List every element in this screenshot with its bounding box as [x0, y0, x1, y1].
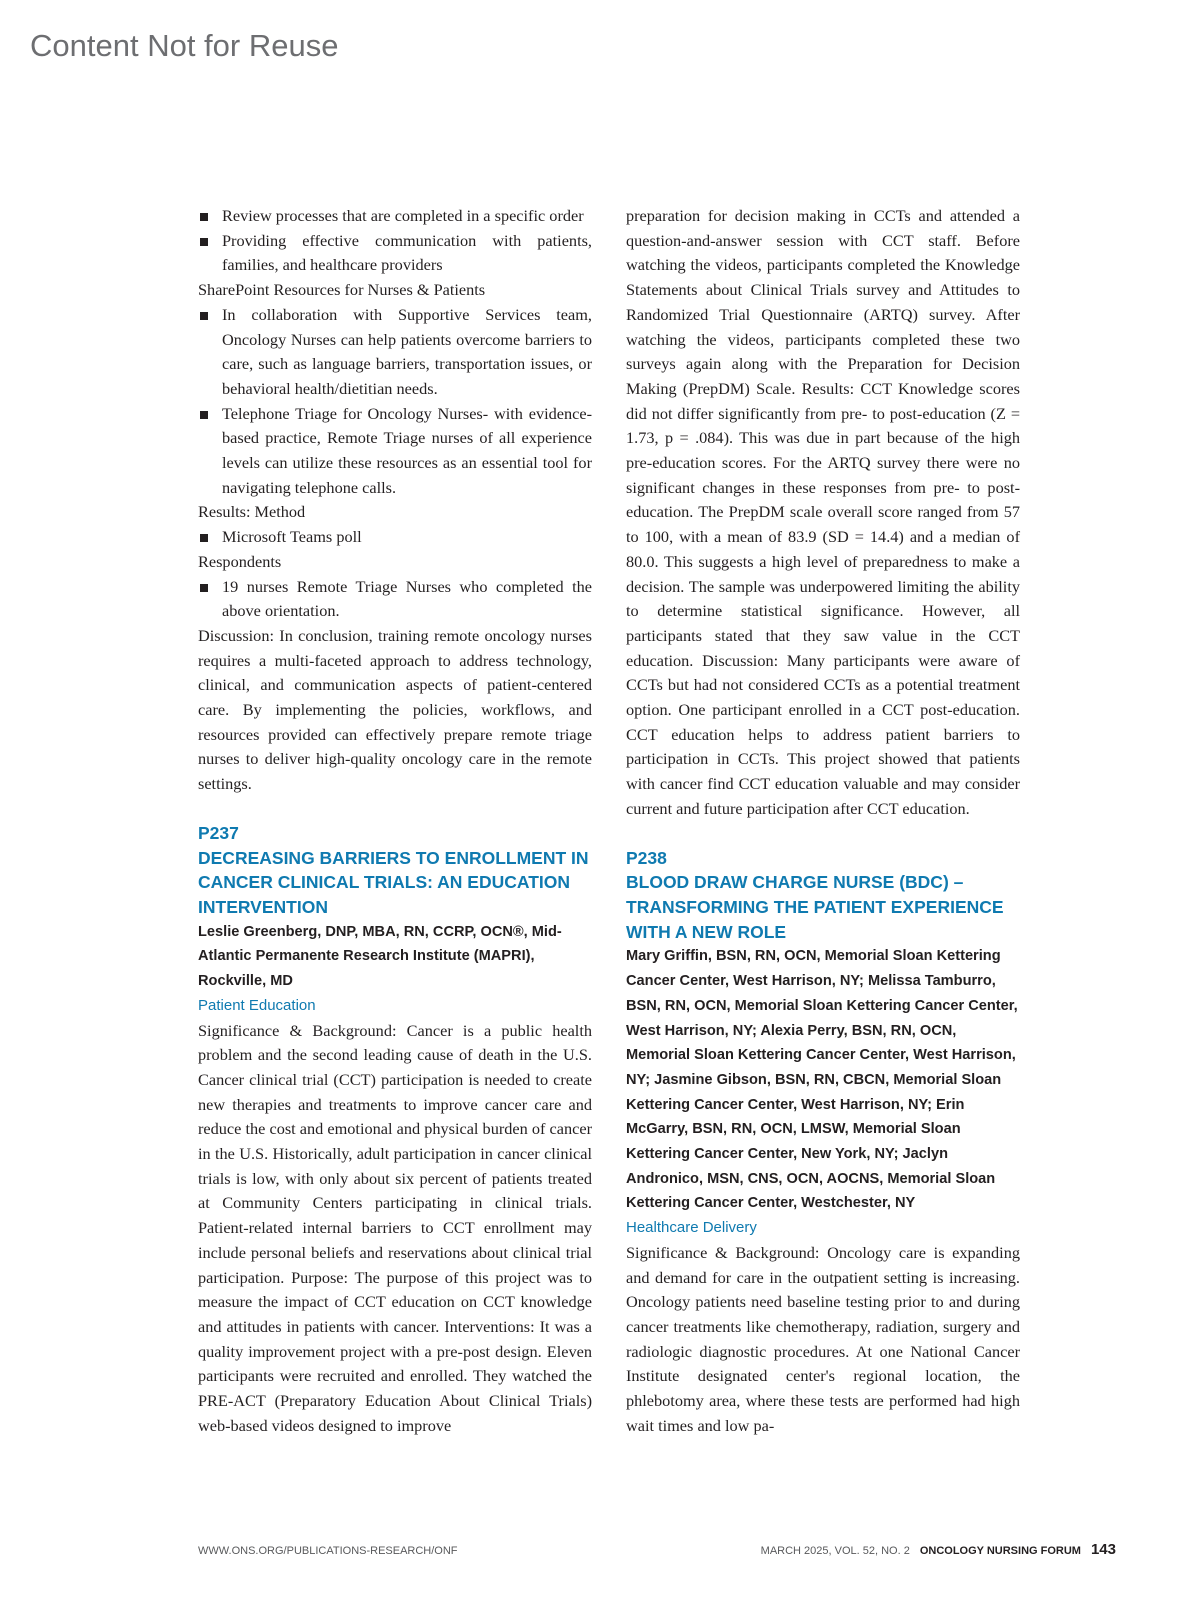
list-item: Review processes that are completed in a specific order	[198, 204, 592, 229]
list-item: Microsoft Teams poll	[198, 525, 592, 550]
abstract-body: Significance & Background: Cancer is a public health problem and the second leading cause of death in the U.S. Cancer clinical trial (CCT) participation is needed to create new therapies and treatments to improve cancer care and reduce the cost and emotional and physical burden of cancer in the U.S. Historically, adult participation in cancer clinical trials is low, with only about six percent of patients treated at Community Centers participating in clinical trials. Patient-related internal barriers to CCT enrollment may include personal beliefs and reservations about clinical trial participation. Purpose: The purpose of this project was to measure the impact of CCT education on CCT knowledge and attitudes in patients with cancer. Interventions: It was a quality improvement project with a pre-post design. Eleven participants were recruited and enrolled. They watched the PRE-ACT (Preparatory Education About Clinical Trials) web-based videos designed to improve	[198, 1020, 592, 1435]
bullet-list	[198, 575, 592, 624]
bullet-list	[198, 303, 592, 501]
abstract-authors: Mary Griffin, BSN, RN, OCN, Memorial Sloan Kettering Cancer Center, West Harrison, NY; Melissa Tamburro, BSN, RN, OCN, Memorial Sloan Kettering Cancer Center, West Harrison, NY; Alexia Perry, BSN, RN, OCN, Memorial Sloan Kettering Cancer Center, West Harrison, NY; Jasmine Gibson, BSN, RN, CBCN, Memorial Sloan Kettering Cancer Center, West Harrison, NY; Erin McGarry, BSN, RN, OCN, LMSW, Memorial Sloan Kettering Cancer Center, New York, NY; Jaclyn Andronico, MSN, CNS, OCN, AOCNS, Memorial Sloan Kettering Cancer Center, Westchester, NY	[626, 948, 1018, 1212]
left-column	[198, 204, 592, 1438]
section-heading: SharePoint Resources for Nurses & Patients	[198, 280, 486, 300]
abstract-title: DECREASING BARRIERS TO ENROLLMENT IN CANCER CLINICAL TRIALS: AN EDUCATION INTERVENTION	[198, 847, 589, 917]
footer-issue: MARCH 2025, VOL. 52, NO. 2	[760, 1545, 910, 1557]
bullet-list	[198, 525, 592, 550]
footer-journal: ONCOLOGY NURSING FORUM	[919, 1545, 1081, 1557]
right-column	[626, 204, 1020, 1438]
section-heading: Respondents	[198, 551, 282, 571]
abstract-category: Healthcare Delivery	[626, 1219, 757, 1237]
abstract-body: Significance & Background: Oncology care is expanding and demand for care in the outpatient setting is increasing. Oncology patients need baseline testing prior to and during cancer treatments like chemotherapy, radiation, surgery and radiologic diagnostic procedures. At one National Cancer Institute designated center's regional location, the phlebotomy area, where these tests are performed had high wait times and low pa-	[626, 1242, 1020, 1435]
abstract-number: P238	[626, 847, 667, 868]
square-bullet-icon	[200, 238, 208, 246]
abstract-body-continued: preparation for decision making in CCTs and attended a question-and-answer session with CCT staff. Before watching the videos, participants completed the Knowledge Statements about Clinical Trials survey and Attitudes to Randomized Trial Questionnaire (ARTQ) survey. After watching the videos, participants completed these two surveys again along with the Preparation for Decision Making (PrepDM) Scale. Results: CCT Knowledge scores did not differ significantly from pre- to post-education (Z = 1.73, p = .084). This was due in part because of the high pre-education scores. For the ARTQ survey there were no significant changes in these responses from pre- to post-education. The PrepDM scale overall score ranged from 57 to 100, with a mean of 83.9 (SD = 14.4) and a median of 80.0. This suggests a high level of preparedness to make a decision. The sample was underpowered limiting the ability to determine statistical significance. However, all participants stated that they saw value in the CCT education. Discussion: Many participants were aware of CCTs but had not considered CCTs as a potential treatment option. One participant enrolled in a CCT post-education. CCT education helps to address patient barriers to participation in CCTs. This project showed that patients with cancer find CCT education valuable and may consider current and future participation after CCT education.	[626, 206, 1020, 818]
abstract-authors: Leslie Greenberg, DNP, MBA, RN, CCRP, OCN®, Mid-Atlantic Permanente Research Institute (MAPRI), Rockville, MD	[198, 923, 562, 990]
list-item: Providing effective communication with patients, families, and healthcare providers	[198, 229, 592, 278]
footer-url: WWW.ONS.ORG/PUBLICATIONS-RESEARCH/ONF	[198, 1545, 458, 1557]
square-bullet-icon	[200, 534, 208, 542]
discussion-paragraph: Discussion: In conclusion, training remote oncology nurses requires a multi-faceted approach to address technology, clinical, and communication aspects of patient-centered care. By implementing the policies, workflows, and resources provided can effectively prepare remote triage nurses to deliver high-quality oncology care in the remote settings.	[198, 625, 592, 794]
abstract-number: P237	[198, 822, 239, 843]
square-bullet-icon	[200, 312, 208, 320]
section-heading: Results: Method	[198, 502, 306, 522]
page-number: 143	[1090, 1541, 1116, 1558]
abstract-category: Patient Education	[198, 996, 316, 1014]
list-item: 19 nurses Remote Triage Nurses who completed the above orientation.	[198, 575, 592, 624]
footer-info	[761, 1541, 1116, 1558]
square-bullet-icon	[200, 213, 208, 221]
watermark: Content Not for Reuse	[30, 28, 339, 63]
bullet-list	[198, 204, 592, 278]
list-item: In collaboration with Supportive Services team, Oncology Nurses can help patients overcome barriers to care, such as language barriers, transportation issues, or behavioral health/dietitian needs.	[198, 303, 592, 402]
square-bullet-icon	[200, 584, 208, 592]
list-item: Telephone Triage for Oncology Nurses- with evidence-based practice, Remote Triage nurses of all experience levels can utilize these resources as an essential tool for navigating telephone calls.	[198, 402, 592, 501]
abstract-title: BLOOD DRAW CHARGE NURSE (BDC) – TRANSFORMING THE PATIENT EXPERIENCE WITH A NEW ROLE	[626, 872, 1004, 942]
square-bullet-icon	[200, 411, 208, 419]
